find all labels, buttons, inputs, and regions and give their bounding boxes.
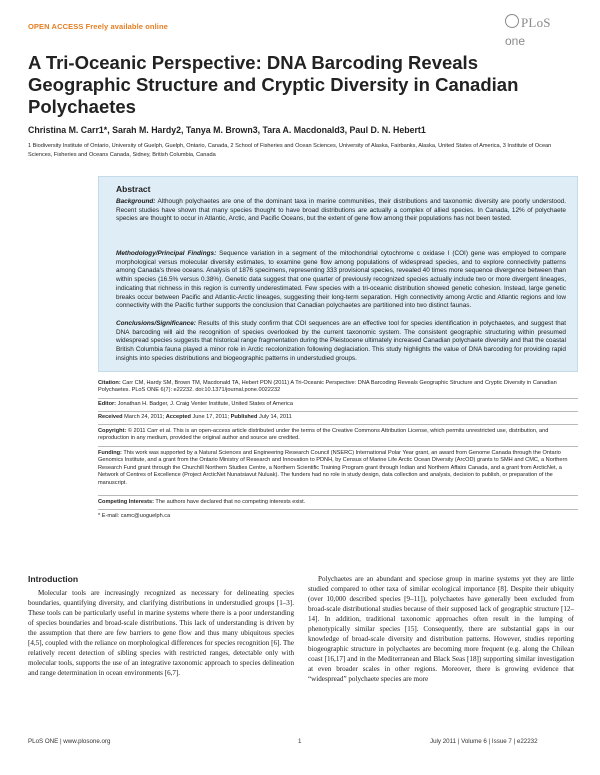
accepted-date: June 17, 2011; — [192, 414, 230, 420]
footer-issue: July 2011 | Volume 6 | Issue 7 | e22232 — [430, 738, 538, 745]
abstract-conclusions-text: Results of this study confirm that COI sequences are an effective tool for species identification in polychaetes, and suggest that DNA barcoding will aid the recognition of species overlooked by the current taxonomic system. The consistent geographic structuring within presumed widespread species suggests that historical range fragmentation during the Pleistocene ultimately increased Canadian polychaete diversity and that the coastal British Columbia fauna played a minor role in Arctic recolonization following deglaciation. This study highlights the value of DNA barcoding for providing rapid insights into species distributions and biogeographic patterns in understudied groups. — [116, 320, 566, 362]
footer-page-number: 1 — [298, 738, 302, 745]
divider — [98, 411, 578, 412]
intro-right-column: Polychaetes are an abundant and speciose group in marine systems yet they are little studied compared to other taxa of similar ecological importance [8]. Despite their ubiquity (over 10,000 described species [9–11]), polychaetes have generally been excluded from broad-scale distributional studies because of their supposed lack of geographic structure [12–14]. In addition, traditional taxonomic approaches often result in the lumping of phenotypically similar species [15]. Consequently, there are substantial gaps in our knowledge of broad-scale diversity and distribution patterns. However, studies reporting biogeographic structure in polychaetes are becoming more frequent (e.g. along the Chilean coast [16,17] and in the Mediterranean and Black Seas [18]) supporting similar investigation at even broader scales in other regions. Moreover, there is growing evidence that “widespread” polychaete species are more — [308, 575, 574, 684]
introduction-heading: Introduction — [28, 574, 79, 584]
copyright-text: © 2011 Carr et al. This is an open-access article distributed under the terms of the Creative Commons Attribution License, which permits unrestricted use, distribution, and reproduction in any medium, provided the original author and source are credited. — [98, 428, 549, 442]
citation-label: Citation: — [98, 380, 121, 386]
abstract-background-label: Background: — [116, 198, 156, 205]
abstract-methods-text: Sequence variation in a segment of the mitochondrial cytochrome c oxidase I (COI) gene was employed to compare morphological versus molecular diversity estimates, to examine gene flow among populations of widespread species, and to explore connectivity patterns among Canada's three oceans. Analysis of 1876 specimens, representing 333 provisional species, revealed 40 times more sequence divergence between than within species (16.5% versus 0.38%). Genetic data suggest that one quarter of previously recognized species actually include two or more divergent lineages, indicating that richness in this region is currently underestimated. Few species with a tri-oceanic distribution showed genetic cohesion. Instead, large genetic breaks occur between Pacific and Atlantic-Arctic lineages, suggesting their long-term separation. High connectivity among Arctic and Atlantic regions and low connectivity with the Pacific further supports the conclusion that Canadian polychaetes are partitioned into two distinct faunas. — [116, 250, 566, 310]
funding — [98, 450, 578, 487]
citation-text: Carr CM, Hardy SM, Brown TM, Macdonald TA, Hebert PDN (2011) A Tri-Oceanic Perspective: DNA Barcoding Reveals Geographic Structure and Cryptic Diversity in Canadian Polychaetes. PLoS ONE 6(7): e22232. doi:10.1371/journal.pone.0022232 — [98, 380, 557, 394]
competing-interests — [98, 499, 578, 506]
divider — [98, 398, 578, 399]
copyright — [98, 428, 578, 443]
competing-text: The authors have declared that no competing interests exist. — [155, 499, 306, 505]
divider — [98, 424, 578, 425]
logo-one-text: one — [505, 34, 526, 48]
affiliations: 1 Biodiversity Institute of Ontario, University of Guelph, Guelph, Ontario, Canada, 2 School of Fisheries and Ocean Sciences, University of Alaska, Fairbanks, Alaska, United States of America, 3 Institute of Ocean Sciences, Fisheries and Oceans Canada, Sidney, British Columbia, Canada — [28, 143, 552, 158]
intro-left-column: Molecular tools are increasingly recognized as necessary for delineating species boundaries, quantifying diversity, and clarifying distributions in understudied groups [1–3]. These tools can be particularly useful in marine systems where there is a poor understanding of species boundaries and broad-scale distributions. This lack of understanding is driven by the assumption that there are few barriers to gene flow and thus many ubiquitous species [4,5], coupled with the reliance on morphological differences for species recognition [6]. The relatively recent detection of sibling species with restricted ranges, detectable only with molecular tools, supports the use of an integrative taxonomic approach to species delineation and range determination in ocean environments [6,7]. — [28, 589, 294, 678]
divider — [98, 495, 578, 496]
author-list: Christina M. Carr1*, Sarah M. Hardy2, Tanya M. Brown3, Tara A. Macdonald3, Paul D. N. Hebert1 — [28, 125, 426, 135]
logo-plos-text: PLoS — [521, 15, 551, 30]
abstract-heading: Abstract — [116, 184, 151, 194]
funding-label: Funding: — [98, 450, 122, 456]
abstract-methods — [116, 250, 566, 311]
abstract-background — [116, 198, 566, 224]
email — [98, 513, 578, 520]
published-date: July 14, 2011 — [258, 414, 292, 420]
divider — [98, 509, 578, 510]
received-label: Received — [98, 414, 123, 420]
abstract-methods-label: Methodology/Principal Findings: — [116, 250, 217, 257]
citation — [98, 380, 578, 395]
open-access-text: OPEN ACCESS Freely available online — [28, 22, 168, 31]
abstract-conclusions — [116, 320, 566, 364]
abstract-conclusions-label: Conclusions/Significance: — [116, 320, 196, 327]
editor — [98, 401, 578, 408]
dates — [98, 414, 578, 421]
copyright-label: Copyright: — [98, 428, 127, 434]
published-label: Published — [230, 414, 258, 420]
plos-one-logo — [505, 14, 575, 48]
plos-logo-icon — [505, 14, 519, 28]
editor-text: Jonathan H. Badger, J. Craig Venter Institute, United States of America — [117, 401, 293, 407]
editor-label: Editor: — [98, 401, 117, 407]
received-date: March 24, 2011; — [124, 414, 165, 420]
article-title: A Tri-Oceanic Perspective: DNA Barcoding Reveals Geographic Structure and Cryptic Diversity in Canadian Polychaetes — [28, 52, 519, 117]
abstract-background-text: Although polychaetes are one of the dominant taxa in marine communities, their distributions and taxonomic diversity are poorly understood. Recent studies have shown that many species thought to have broad distributions are actually a complex of allied species. In Canada, 12% of polychaete species are thought to occur in Atlantic, Arctic, and Pacific Oceans, but the extent of gene flow among their populations has not been tested. — [116, 198, 566, 223]
competing-label: Competing Interests: — [98, 499, 154, 505]
email-text: * E-mail: camc@uoguelph.ca — [98, 513, 171, 519]
funding-text: This work was supported by a Natural Sciences and Engineering Research Council (NSERC) International Polar Year grant, an award from Genome Canada through the Ontario Genomics Institute, and a grant from the Ontario Ministry of Research and Innovation to PDNH, by Census of Marine Life Arctic Ocean Diversity (ArcOD) grants to SMH and CMC, a Northern Research Fund grant through the Churchill Northern Studies Centre, a Northern Scientific Training Program grant through Indian and Northern Affairs Canada, and a grant from ArcticNet, a Network of Centres of Excellence (Project ArcticNet Nunatsiavut Nuluak). The funders had no role in study design, data collection and analysis, decision to publish, or preparation of the manuscript. — [98, 450, 568, 486]
divider — [98, 446, 578, 447]
open-access-banner — [28, 22, 168, 31]
footer-journal: PLoS ONE | www.plosone.org — [28, 738, 111, 745]
accepted-label: Accepted — [165, 414, 191, 420]
